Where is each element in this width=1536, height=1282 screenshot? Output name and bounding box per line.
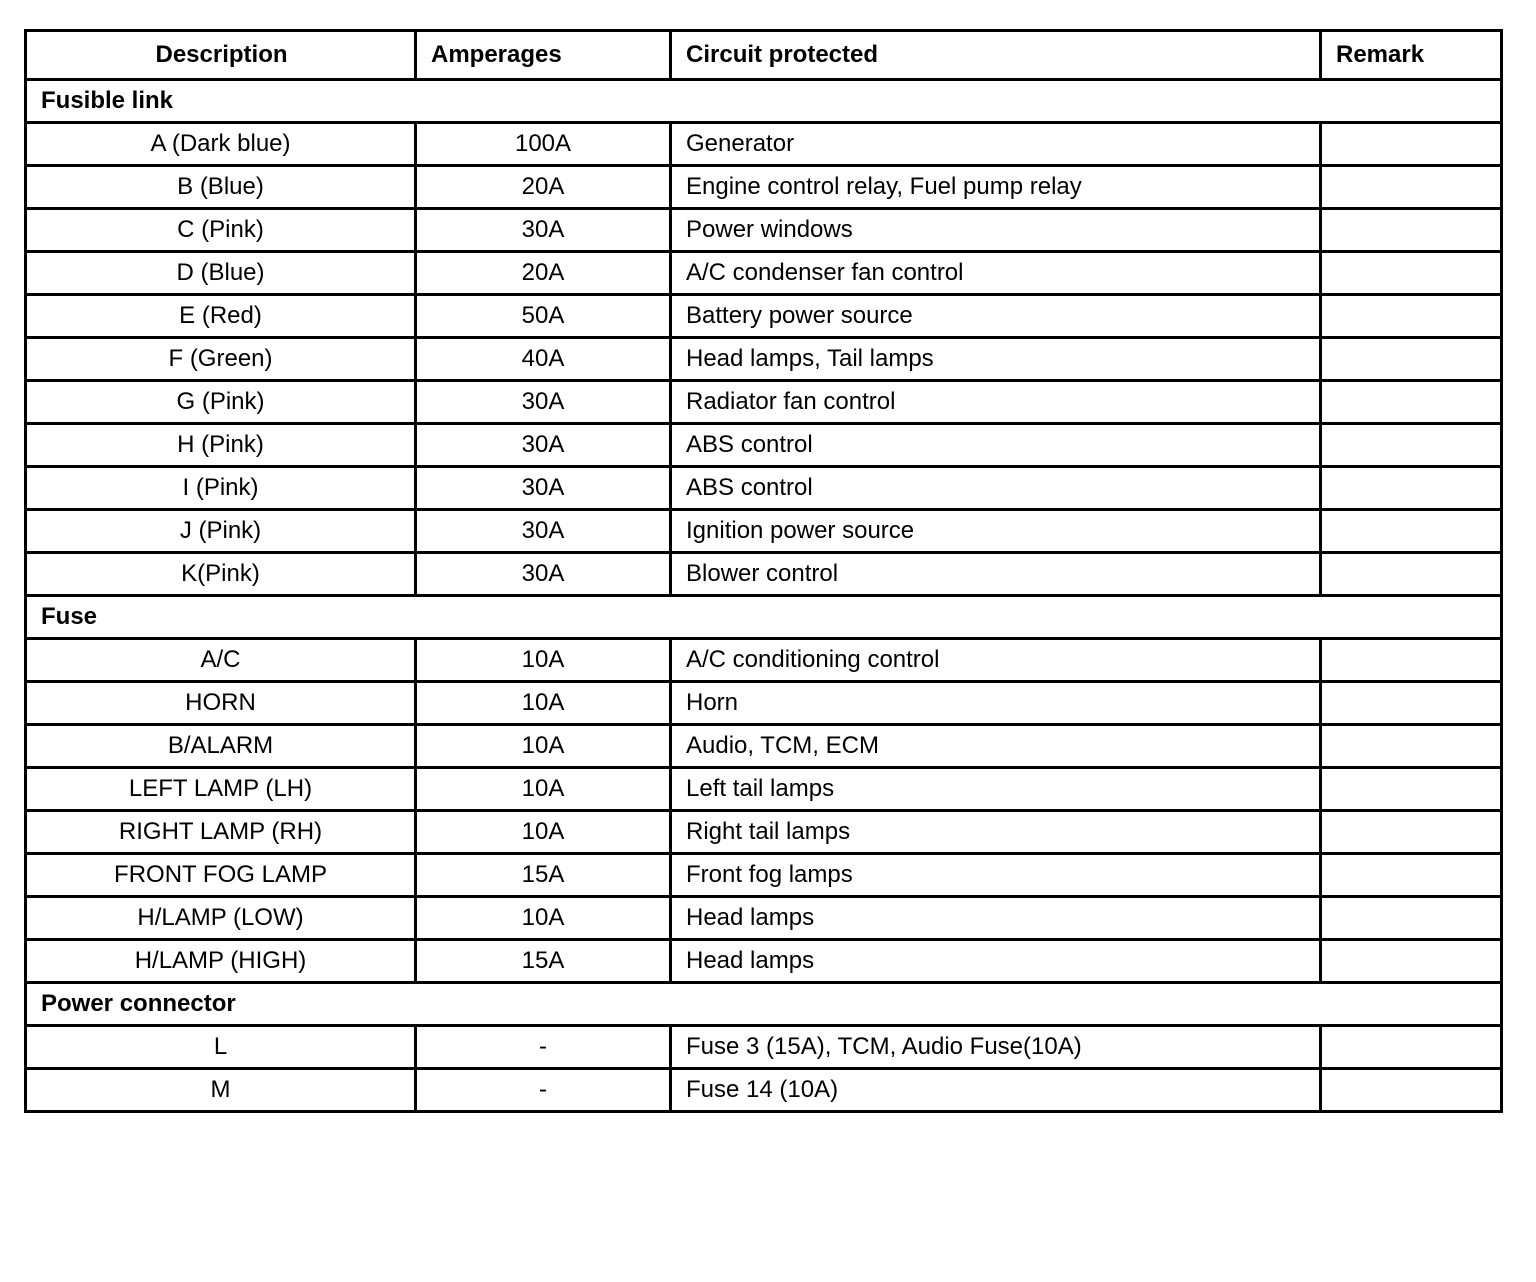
description-cell: I (Pink): [26, 467, 416, 510]
amperage-cell: 30A: [416, 510, 671, 553]
header-circuit-protected: Circuit protected: [671, 31, 1321, 80]
remark-cell: [1321, 252, 1502, 295]
header-row: [26, 31, 1502, 80]
description-cell: F (Green): [26, 338, 416, 381]
amperage-cell: 30A: [416, 467, 671, 510]
remark-cell: [1321, 553, 1502, 596]
amperage-cell: 20A: [416, 252, 671, 295]
section-row: [26, 80, 1502, 123]
table-row: [26, 209, 1502, 252]
circuit-cell: Horn: [671, 682, 1321, 725]
amperage-cell: 40A: [416, 338, 671, 381]
remark-cell: [1321, 940, 1502, 983]
section-row: [26, 983, 1502, 1026]
description-cell: D (Blue): [26, 252, 416, 295]
remark-cell: [1321, 639, 1502, 682]
description-cell: RIGHT LAMP (RH): [26, 811, 416, 854]
remark-cell: [1321, 682, 1502, 725]
amperage-cell: 30A: [416, 553, 671, 596]
table-row: [26, 381, 1502, 424]
table-row: [26, 295, 1502, 338]
remark-cell: [1321, 1069, 1502, 1112]
table-row: [26, 854, 1502, 897]
remark-cell: [1321, 811, 1502, 854]
amperage-cell: 10A: [416, 768, 671, 811]
description-cell: J (Pink): [26, 510, 416, 553]
description-cell: A/C: [26, 639, 416, 682]
amperage-cell: 100A: [416, 123, 671, 166]
header-description: Description: [26, 31, 416, 80]
table-row: [26, 725, 1502, 768]
remark-cell: [1321, 424, 1502, 467]
description-cell: E (Red): [26, 295, 416, 338]
section-title: Fusible link: [26, 80, 1502, 123]
table-row: [26, 1069, 1502, 1112]
amperage-cell: 50A: [416, 295, 671, 338]
circuit-cell: Head lamps: [671, 897, 1321, 940]
remark-cell: [1321, 768, 1502, 811]
table-row: [26, 123, 1502, 166]
circuit-cell: Fuse 14 (10A): [671, 1069, 1321, 1112]
description-cell: M: [26, 1069, 416, 1112]
circuit-cell: Head lamps, Tail lamps: [671, 338, 1321, 381]
amperage-cell: 30A: [416, 209, 671, 252]
description-cell: B (Blue): [26, 166, 416, 209]
amperage-cell: 15A: [416, 854, 671, 897]
section-title: Fuse: [26, 596, 1502, 639]
amperage-cell: 10A: [416, 682, 671, 725]
circuit-cell: Right tail lamps: [671, 811, 1321, 854]
table-row: [26, 338, 1502, 381]
description-cell: HORN: [26, 682, 416, 725]
remark-cell: [1321, 1026, 1502, 1069]
description-cell: H (Pink): [26, 424, 416, 467]
description-cell: A (Dark blue): [26, 123, 416, 166]
remark-cell: [1321, 338, 1502, 381]
header-remark: Remark: [1321, 31, 1502, 80]
remark-cell: [1321, 467, 1502, 510]
section-row: [26, 596, 1502, 639]
circuit-cell: Audio, TCM, ECM: [671, 725, 1321, 768]
circuit-cell: Left tail lamps: [671, 768, 1321, 811]
circuit-cell: Blower control: [671, 553, 1321, 596]
circuit-cell: Generator: [671, 123, 1321, 166]
amperage-cell: 20A: [416, 166, 671, 209]
description-cell: B/ALARM: [26, 725, 416, 768]
table-row: [26, 897, 1502, 940]
amperage-cell: 10A: [416, 811, 671, 854]
remark-cell: [1321, 295, 1502, 338]
description-cell: FRONT FOG LAMP: [26, 854, 416, 897]
amperage-cell: 10A: [416, 725, 671, 768]
description-cell: H/LAMP (LOW): [26, 897, 416, 940]
remark-cell: [1321, 123, 1502, 166]
remark-cell: [1321, 166, 1502, 209]
table-row: [26, 553, 1502, 596]
table-row: [26, 166, 1502, 209]
table-row: [26, 1026, 1502, 1069]
table-row: [26, 682, 1502, 725]
table-row: [26, 510, 1502, 553]
table-body: [26, 80, 1502, 1112]
circuit-cell: Ignition power source: [671, 510, 1321, 553]
circuit-cell: Battery power source: [671, 295, 1321, 338]
fuse-table: [24, 29, 1503, 1113]
remark-cell: [1321, 510, 1502, 553]
amperage-cell: 15A: [416, 940, 671, 983]
circuit-cell: A/C condenser fan control: [671, 252, 1321, 295]
remark-cell: [1321, 897, 1502, 940]
circuit-cell: Front fog lamps: [671, 854, 1321, 897]
table-row: [26, 940, 1502, 983]
table-row: [26, 252, 1502, 295]
circuit-cell: Head lamps: [671, 940, 1321, 983]
amperage-cell: -: [416, 1026, 671, 1069]
remark-cell: [1321, 209, 1502, 252]
header-amperages: Amperages: [416, 31, 671, 80]
circuit-cell: ABS control: [671, 424, 1321, 467]
amperage-cell: 10A: [416, 639, 671, 682]
table-row: [26, 467, 1502, 510]
table-row: [26, 424, 1502, 467]
amperage-cell: -: [416, 1069, 671, 1112]
table-row: [26, 768, 1502, 811]
circuit-cell: ABS control: [671, 467, 1321, 510]
remark-cell: [1321, 725, 1502, 768]
description-cell: C (Pink): [26, 209, 416, 252]
table-row: [26, 639, 1502, 682]
circuit-cell: Power windows: [671, 209, 1321, 252]
table-row: [26, 811, 1502, 854]
remark-cell: [1321, 381, 1502, 424]
description-cell: H/LAMP (HIGH): [26, 940, 416, 983]
circuit-cell: A/C conditioning control: [671, 639, 1321, 682]
circuit-cell: Fuse 3 (15A), TCM, Audio Fuse(10A): [671, 1026, 1321, 1069]
amperage-cell: 30A: [416, 381, 671, 424]
amperage-cell: 10A: [416, 897, 671, 940]
description-cell: G (Pink): [26, 381, 416, 424]
circuit-cell: Engine control relay, Fuel pump relay: [671, 166, 1321, 209]
circuit-cell: Radiator fan control: [671, 381, 1321, 424]
amperage-cell: 30A: [416, 424, 671, 467]
section-title: Power connector: [26, 983, 1502, 1026]
description-cell: LEFT LAMP (LH): [26, 768, 416, 811]
remark-cell: [1321, 854, 1502, 897]
description-cell: K(Pink): [26, 553, 416, 596]
description-cell: L: [26, 1026, 416, 1069]
